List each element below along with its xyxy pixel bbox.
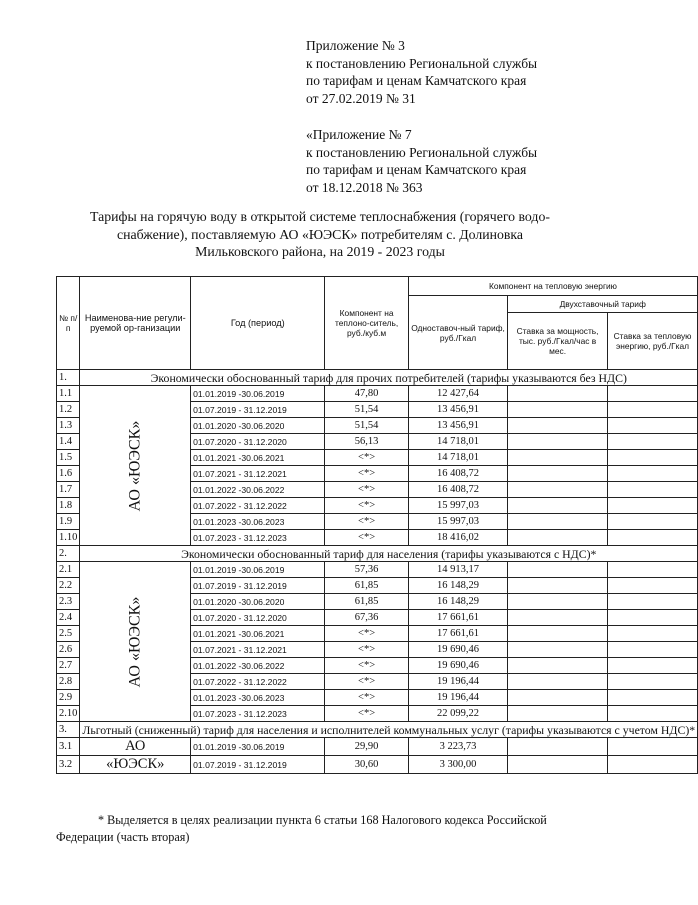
period-cell: 01.07.2020 - 31.12.2020 [191, 434, 325, 450]
period-cell: 01.01.2019 -30.06.2019 [191, 386, 325, 402]
row-number: 1.8 [57, 498, 80, 514]
section-row [57, 370, 698, 386]
period-cell: 01.01.2023 -30.06.2023 [191, 690, 325, 706]
row-number: 2.4 [57, 610, 80, 626]
one-part-value: 16 408,72 [408, 482, 508, 498]
period-cell: 01.07.2022 - 31.12.2022 [191, 674, 325, 690]
organization-name: АО «ЮЭСК» [126, 420, 144, 511]
title-line: Тарифы на горячую воду в открытой системе теплоснабжения (горячего водо- [90, 209, 550, 224]
period-cell: 01.01.2019 -30.06.2019 [191, 562, 325, 578]
row-number: 2.2 [57, 578, 80, 594]
capacity-rate-value [508, 658, 608, 674]
period-cell: 01.01.2019 -30.06.2019 [191, 738, 325, 756]
energy-rate-value [607, 626, 697, 642]
period-cell: 01.07.2023 - 31.12.2023 [191, 706, 325, 722]
energy-rate-value [607, 674, 697, 690]
carrier-value: 29,90 [325, 738, 408, 756]
row-number: 2.6 [57, 642, 80, 658]
one-part-value: 13 456,91 [408, 402, 508, 418]
capacity-rate-value [508, 738, 608, 756]
capacity-rate-value [508, 756, 608, 774]
table-row [57, 738, 698, 756]
row-number: 1.5 [57, 450, 80, 466]
capacity-rate-value [508, 578, 608, 594]
carrier-value: 67,36 [325, 610, 408, 626]
header-num: № п/п [57, 277, 80, 370]
row-number: 2.5 [57, 626, 80, 642]
one-part-value: 3 300,00 [408, 756, 508, 774]
one-part-value: 16 408,72 [408, 466, 508, 482]
energy-rate-value [607, 706, 697, 722]
capacity-rate-value [508, 418, 608, 434]
period-cell: 01.01.2021 -30.06.2021 [191, 450, 325, 466]
section-title: Экономически обоснованный тариф для населения (тарифы указываются с НДС)* [80, 546, 698, 562]
energy-rate-value [607, 434, 697, 450]
energy-rate-value [607, 386, 697, 402]
capacity-rate-value [508, 690, 608, 706]
carrier-value: <*> [325, 498, 408, 514]
one-part-value: 19 690,46 [408, 658, 508, 674]
header-heat-group: Компонент на тепловую энергию [408, 277, 697, 296]
capacity-rate-value [508, 498, 608, 514]
period-cell: 01.01.2020 -30.06.2020 [191, 418, 325, 434]
carrier-value: 51,54 [325, 418, 408, 434]
header-line: «Приложение № 7 [306, 127, 412, 142]
carrier-value: <*> [325, 674, 408, 690]
one-part-value: 19 196,44 [408, 674, 508, 690]
period-cell: 01.01.2023 -30.06.2023 [191, 514, 325, 530]
one-part-value: 16 148,29 [408, 594, 508, 610]
one-part-value: 17 661,61 [408, 626, 508, 642]
header-carrier: Компонент на теплоно-ситель, руб./куб.м [325, 277, 408, 370]
section-row [57, 722, 698, 738]
capacity-rate-value [508, 386, 608, 402]
energy-rate-value [607, 594, 697, 610]
period-cell: 01.07.2019 - 31.12.2019 [191, 402, 325, 418]
table-row [57, 562, 698, 578]
energy-rate-value [607, 402, 697, 418]
header-org: Наименова-ние регули-руемой ор-ганизации [80, 277, 191, 370]
header-capacity-rate: Ставка за мощность, тыс. руб./Гкал/час в мес. [508, 313, 608, 370]
capacity-rate-value [508, 434, 608, 450]
capacity-rate-value [508, 482, 608, 498]
energy-rate-value [607, 756, 697, 774]
one-part-value: 19 196,44 [408, 690, 508, 706]
period-cell: 01.07.2021 - 31.12.2021 [191, 466, 325, 482]
carrier-value: <*> [325, 658, 408, 674]
table-row [57, 386, 698, 402]
energy-rate-value [607, 498, 697, 514]
carrier-value: <*> [325, 450, 408, 466]
carrier-value: 47,80 [325, 386, 408, 402]
row-number: 2.3 [57, 594, 80, 610]
row-number: 2.10 [57, 706, 80, 722]
capacity-rate-value [508, 610, 608, 626]
carrier-value: <*> [325, 626, 408, 642]
header-energy-rate: Ставка за тепловую энергию, руб./Гкал [607, 313, 697, 370]
organization-cell [80, 386, 191, 546]
one-part-value: 12 427,64 [408, 386, 508, 402]
table-row [57, 756, 698, 774]
capacity-rate-value [508, 626, 608, 642]
carrier-value: 30,60 [325, 756, 408, 774]
section-row [57, 546, 698, 562]
capacity-rate-value [508, 450, 608, 466]
one-part-value: 3 223,73 [408, 738, 508, 756]
energy-rate-value [607, 482, 697, 498]
row-number: 1.3 [57, 418, 80, 434]
title-line: Мильковского района, на 2019 - 2023 годы [195, 244, 445, 259]
organization-name-line1: АО [80, 738, 191, 756]
row-number: 2.8 [57, 674, 80, 690]
row-number: 1.2 [57, 402, 80, 418]
capacity-rate-value [508, 466, 608, 482]
row-number: 1.4 [57, 434, 80, 450]
energy-rate-value [607, 658, 697, 674]
section-title: Экономически обоснованный тариф для прочих потребителей (тарифы указываются без НДС) [80, 370, 698, 386]
appendix-header-2 [306, 126, 537, 196]
energy-rate-value [607, 578, 697, 594]
row-number: 1.1 [57, 386, 80, 402]
energy-rate-value [607, 514, 697, 530]
carrier-value: 56,13 [325, 434, 408, 450]
capacity-rate-value [508, 674, 608, 690]
row-number: 2.1 [57, 562, 80, 578]
one-part-value: 19 690,46 [408, 642, 508, 658]
energy-rate-value [607, 562, 697, 578]
one-part-value: 15 997,03 [408, 498, 508, 514]
energy-rate-value [607, 642, 697, 658]
period-cell: 01.07.2023 - 31.12.2023 [191, 530, 325, 546]
capacity-rate-value [508, 706, 608, 722]
carrier-value: <*> [325, 690, 408, 706]
capacity-rate-value [508, 402, 608, 418]
row-number: 3.1 [57, 738, 80, 756]
header-line: к постановлению Региональной службы [306, 55, 538, 71]
organization-cell [80, 562, 191, 722]
header-line: Приложение № 3 [306, 38, 405, 53]
carrier-value: 57,36 [325, 562, 408, 578]
organization-name-line2: «ЮЭСК» [80, 756, 191, 774]
energy-rate-value [607, 418, 697, 434]
header-line: по тарифам и ценам Камчатского края [306, 162, 527, 177]
carrier-value: <*> [325, 530, 408, 546]
carrier-value: <*> [325, 466, 408, 482]
carrier-value: <*> [325, 482, 408, 498]
energy-rate-value [607, 690, 697, 706]
period-cell: 01.07.2021 - 31.12.2021 [191, 642, 325, 658]
header-line: от 27.02.2019 № 31 [306, 90, 416, 106]
title-line: снабжение), поставляемую АО «ЮЭСК» потребителям с. Долиновка [116, 226, 524, 242]
row-number: 2.9 [57, 690, 80, 706]
period-cell: 01.01.2022 -30.06.2022 [191, 482, 325, 498]
energy-rate-value [607, 450, 697, 466]
section-title: Льготный (сниженный) тариф для населения и исполнителей коммунальных услуг (тарифы указываются с учетом НДС)* [80, 722, 698, 738]
one-part-value: 15 997,03 [408, 514, 508, 530]
footnote: * Выделяется в целях реализации пункта 6 статьи 168 Налогового кодекса Российской Федерации (часть вторая) [56, 813, 547, 844]
document-title [60, 208, 580, 261]
one-part-value: 18 416,02 [408, 530, 508, 546]
one-part-value: 16 148,29 [408, 578, 508, 594]
section-number: 3. [57, 722, 80, 738]
row-number: 1.10 [57, 530, 80, 546]
row-number: 1.7 [57, 482, 80, 498]
capacity-rate-value [508, 642, 608, 658]
header-line: от 18.12.2018 № 363 [306, 179, 423, 195]
header-period: Год (период) [191, 277, 325, 370]
energy-rate-value [607, 466, 697, 482]
carrier-value: 61,85 [325, 578, 408, 594]
carrier-value: <*> [325, 706, 408, 722]
carrier-value: 61,85 [325, 594, 408, 610]
period-cell: 01.01.2021 -30.06.2021 [191, 626, 325, 642]
one-part-value: 13 456,91 [408, 418, 508, 434]
period-cell: 01.07.2020 - 31.12.2020 [191, 610, 325, 626]
capacity-rate-value [508, 594, 608, 610]
capacity-rate-value [508, 514, 608, 530]
header-one-part: Одноставоч-ный тариф, руб./Гкал [408, 296, 508, 370]
header-line: к постановлению Региональной службы [306, 144, 538, 160]
row-number: 2.7 [57, 658, 80, 674]
carrier-value: 51,54 [325, 402, 408, 418]
energy-rate-value [607, 610, 697, 626]
one-part-value: 14 718,01 [408, 434, 508, 450]
carrier-value: <*> [325, 514, 408, 530]
capacity-rate-value [508, 562, 608, 578]
period-cell: 01.07.2022 - 31.12.2022 [191, 498, 325, 514]
tariff-table [56, 276, 698, 774]
one-part-value: 17 661,61 [408, 610, 508, 626]
period-cell: 01.07.2019 - 31.12.2019 [191, 578, 325, 594]
period-cell: 01.07.2019 - 31.12.2019 [191, 756, 325, 774]
one-part-value: 14 718,01 [408, 450, 508, 466]
one-part-value: 22 099,22 [408, 706, 508, 722]
header-two-part: Двухставочный тариф [508, 296, 698, 313]
one-part-value: 14 913,17 [408, 562, 508, 578]
section-number: 1. [57, 370, 80, 386]
appendix-header-1 [306, 37, 537, 107]
period-cell: 01.01.2020 -30.06.2020 [191, 594, 325, 610]
capacity-rate-value [508, 530, 608, 546]
section-number: 2. [57, 546, 80, 562]
energy-rate-value [607, 530, 697, 546]
energy-rate-value [607, 738, 697, 756]
row-number: 1.6 [57, 466, 80, 482]
row-number: 3.2 [57, 756, 80, 774]
period-cell: 01.01.2022 -30.06.2022 [191, 658, 325, 674]
carrier-value: <*> [325, 642, 408, 658]
header-line: по тарифам и ценам Камчатского края [306, 73, 527, 88]
organization-name: АО «ЮЭСК» [126, 596, 144, 687]
row-number: 1.9 [57, 514, 80, 530]
